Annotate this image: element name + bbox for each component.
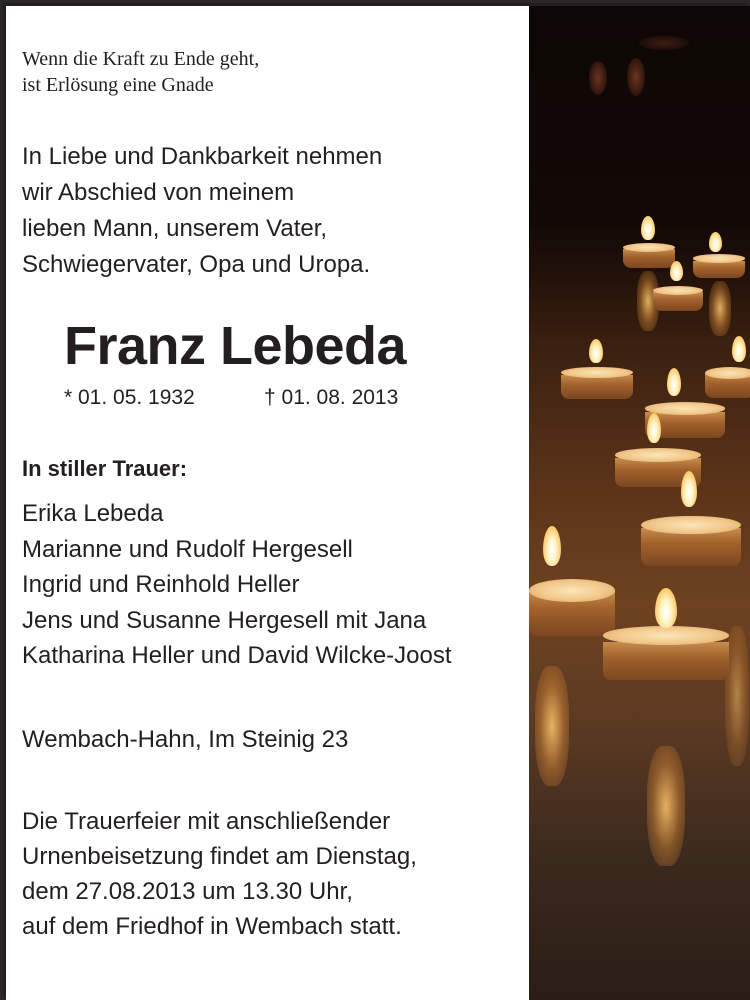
candle-flame-icon: [670, 261, 683, 281]
candle-flame-icon: [681, 471, 697, 507]
candle-flame-icon: [709, 232, 722, 252]
text-panel: [6, 6, 529, 1000]
background-glow: [639, 36, 689, 50]
mourner-entry: Marianne und Rudolf Hergesell: [22, 535, 353, 563]
candle-flame-icon: [589, 339, 603, 363]
mourner-entry: Jens und Susanne Hergesell mit Jana: [22, 606, 427, 634]
service-line: auf dem Friedhof in Wembach statt.: [22, 913, 402, 940]
intro-text: [22, 139, 382, 283]
motto: [22, 46, 259, 98]
candle-flame-icon: [641, 216, 655, 240]
service-line: Die Trauerfeier mit anschließender: [22, 808, 391, 835]
mourner-entry: Erika Lebeda: [22, 500, 164, 527]
intro-line: wir Abschied von meinem: [22, 179, 295, 206]
candle-reflection: [535, 666, 569, 786]
mourner-entry: Ingrid und Reinhold Heller: [22, 571, 300, 598]
service-line: dem 27.08.2013 um 13.30 Uhr,: [22, 878, 353, 905]
mourners-list: [22, 496, 452, 674]
candle: [623, 238, 675, 268]
candle: [705, 358, 750, 398]
candle-flame-icon: [543, 526, 561, 566]
candle: [641, 504, 741, 566]
candle-reflection: [647, 746, 685, 866]
deceased-name: Franz Lebeda: [64, 316, 407, 376]
candle-flame-icon: [647, 413, 661, 443]
candle: [561, 361, 633, 399]
candle-flame-icon: [732, 336, 746, 362]
candle-flame-icon: [655, 588, 677, 628]
death-date: † 01. 08. 2013: [264, 386, 399, 409]
candle: [653, 281, 703, 311]
candle-reflection: [709, 281, 731, 336]
service-line: Urnenbeisetzung findet am Dienstag,: [22, 843, 417, 870]
motto-line: Wenn die Kraft zu Ende geht,: [22, 48, 260, 70]
birth-date: * 01. 05. 1932: [64, 386, 195, 409]
candle-flame-icon: [667, 368, 681, 396]
intro-line: Schwiegervater, Opa und Uropa.: [22, 251, 371, 278]
mourner-entry: Katharina Heller und David Wilcke-Joost: [22, 642, 452, 669]
funeral-service-info: [22, 804, 417, 944]
intro-line: lieben Mann, unserem Vater,: [22, 215, 328, 242]
background-glow: [589, 61, 607, 95]
mourners-heading: In stiller Trauer:: [22, 456, 188, 481]
background-glow: [627, 58, 645, 96]
address: Wembach-Hahn, Im Steinig 23: [22, 726, 349, 753]
intro-line: In Liebe und Dankbarkeit nehmen: [22, 143, 383, 170]
candle: [693, 250, 745, 278]
candles-photo: [529, 6, 750, 1000]
motto-line: ist Erlösung eine Gnade: [22, 74, 214, 96]
